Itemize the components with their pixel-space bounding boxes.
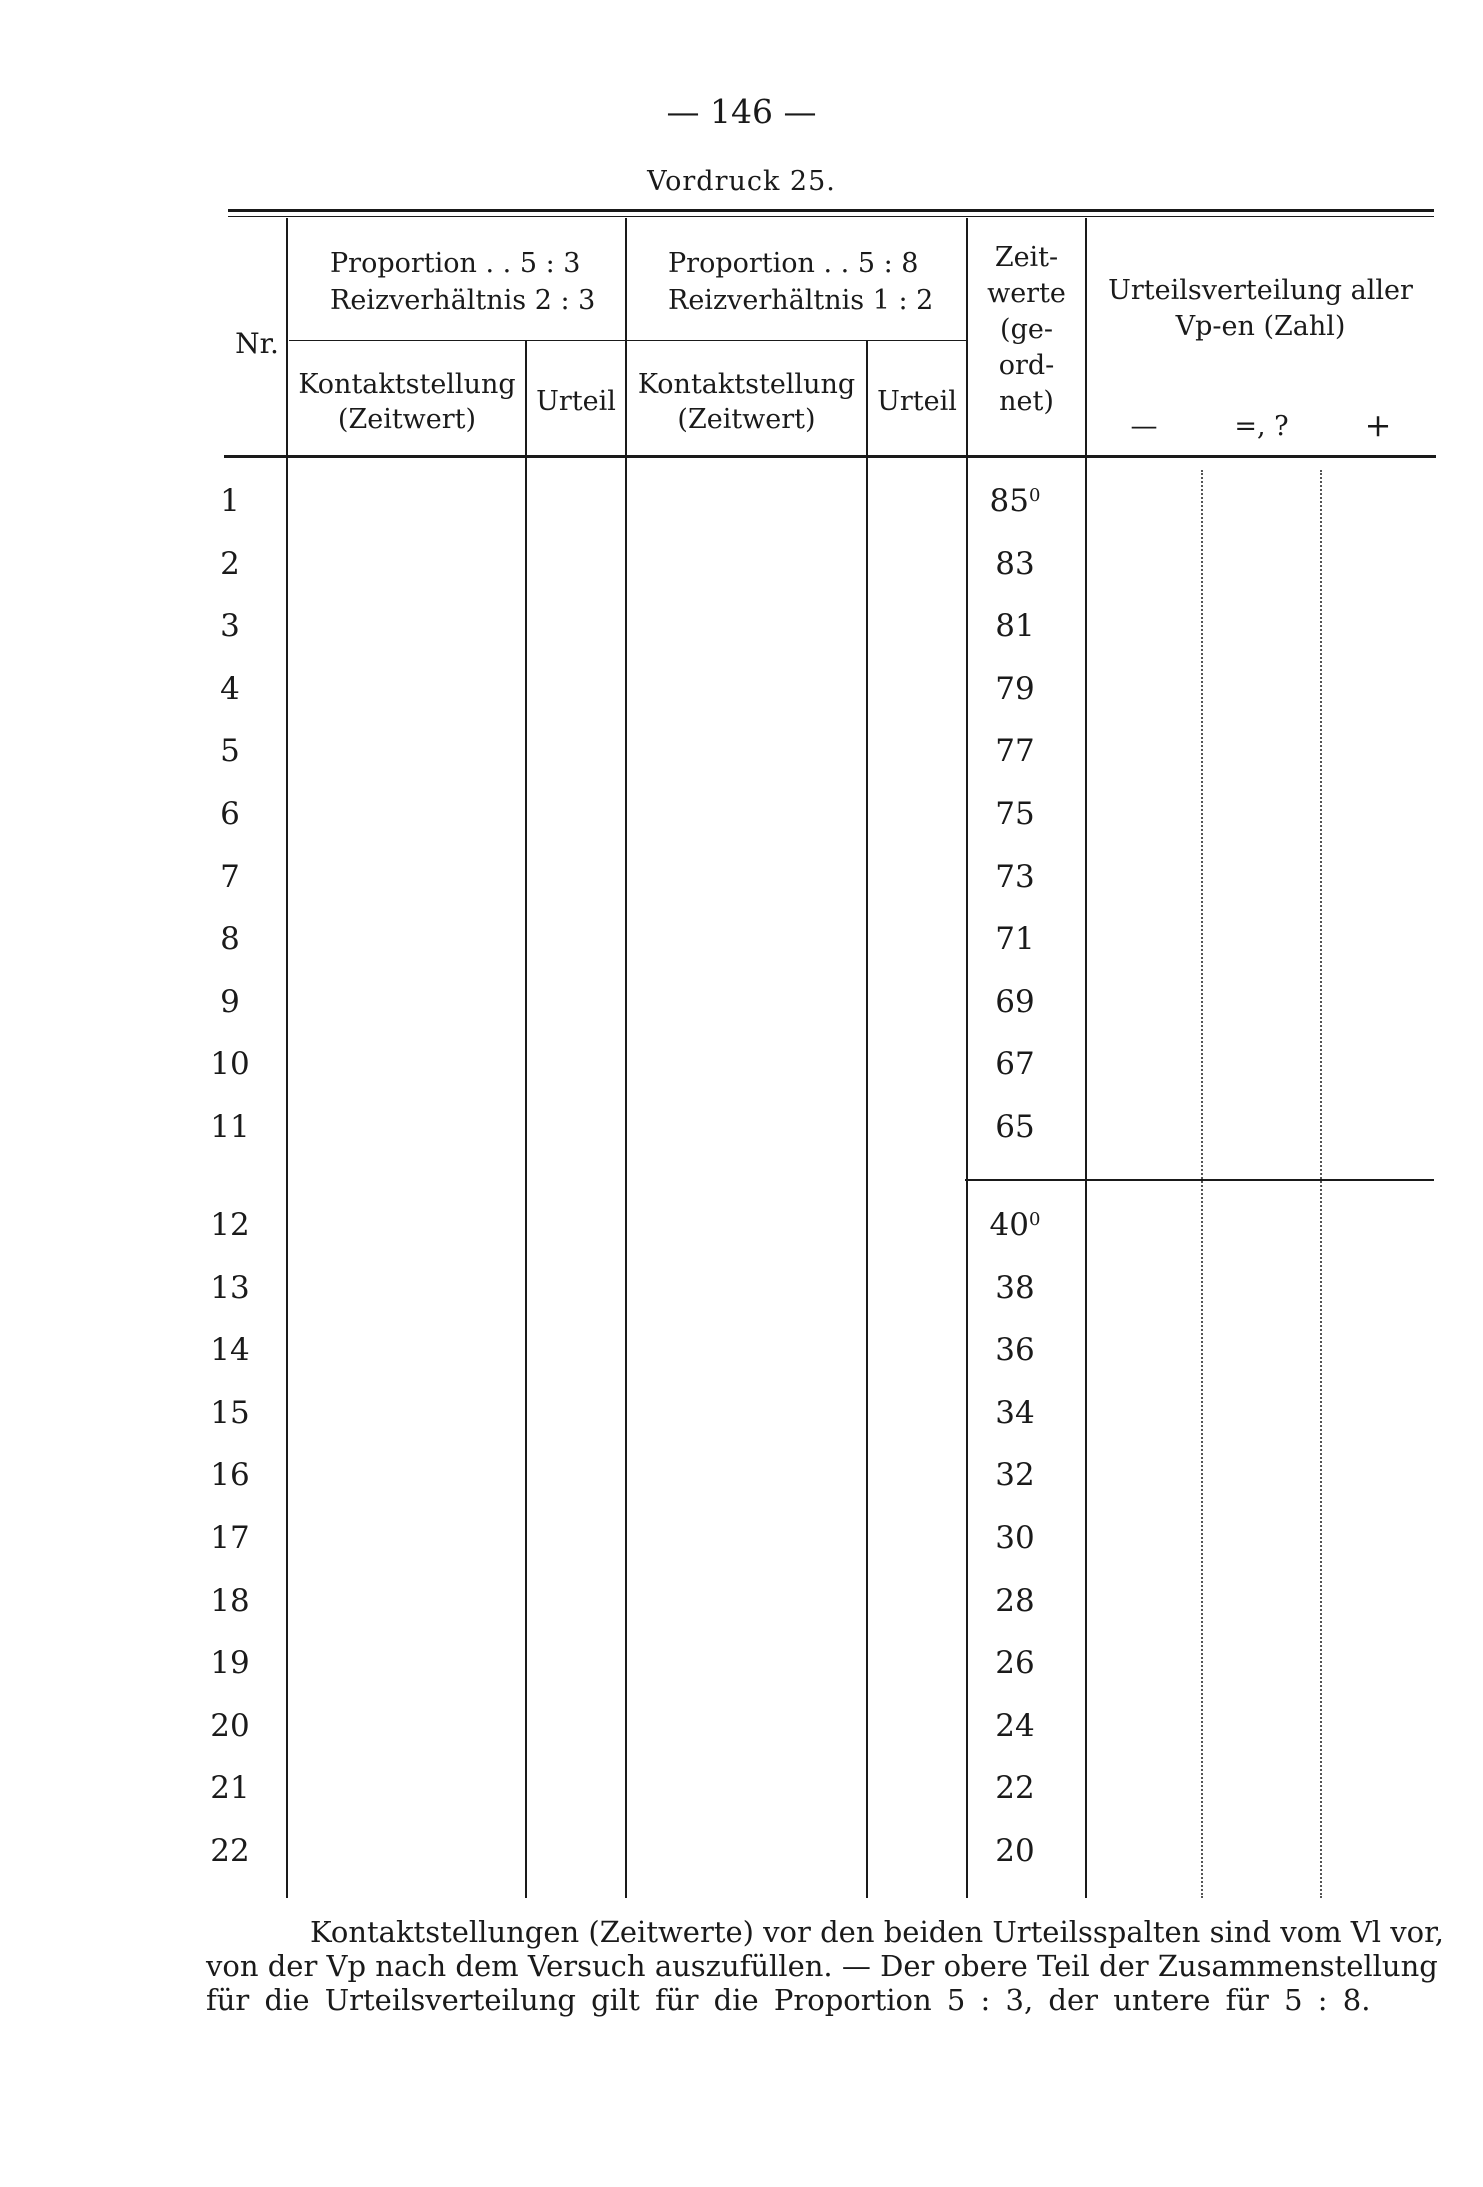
row-number: 15	[210, 1395, 250, 1431]
row-number: 17	[210, 1520, 250, 1556]
zeitwert-value: 36	[995, 1332, 1035, 1368]
kontakt-header-1	[289, 368, 525, 437]
row-number: 9	[220, 984, 240, 1020]
page-number: — 146 —	[666, 92, 817, 131]
col-rule-nr	[286, 218, 288, 1898]
top-rule-thin	[228, 216, 1434, 217]
zeitwert-value: 30	[995, 1520, 1035, 1556]
form-title: Vordruck 25.	[647, 166, 836, 197]
row-number: 20	[210, 1708, 250, 1744]
row-number: 18	[210, 1583, 250, 1619]
footnote-line-1: Kontaktstellungen (Zeitwerte) vor den beiden Urteilsspalten sind vom Vl vor,	[310, 1915, 1444, 1949]
row-number: 8	[220, 921, 240, 957]
header-nr: Nr.	[235, 327, 279, 360]
zeitwert-value: 73	[995, 859, 1035, 895]
degree-sup: 0	[1029, 1209, 1041, 1230]
row-number: 7	[220, 859, 240, 895]
row-number: 2	[220, 546, 240, 582]
group2-proportion: Proportion . . 5 : 8	[668, 248, 919, 279]
row-number: 3	[220, 608, 240, 644]
zeitwert-value: 28	[995, 1583, 1035, 1619]
zeitwert-value: $40^0$	[989, 1207, 1041, 1243]
zeitwert-value: 26	[995, 1645, 1035, 1681]
zeitwert-value: 77	[995, 733, 1035, 769]
zeitwerte-line: (ge-	[1000, 314, 1053, 345]
zeitwert-value: 81	[995, 608, 1035, 644]
row-number: 22	[210, 1833, 250, 1869]
sub-header-equal: =, ?	[1234, 411, 1289, 442]
kontakt-label: Kontaktstellung	[298, 369, 516, 400]
header-rule	[224, 455, 1436, 458]
row-number: 14	[210, 1332, 250, 1368]
kontakt-label: Kontaktstellung	[637, 369, 856, 400]
zeitwert-value: 69	[995, 984, 1035, 1020]
row-number: 11	[210, 1109, 250, 1145]
row-number: 19	[210, 1645, 250, 1681]
zeitwerte-header	[968, 240, 1085, 420]
zeitwert-value: 79	[995, 671, 1035, 707]
zeitwert-value: 83	[995, 546, 1035, 582]
zeitwert-value: 75	[995, 796, 1035, 832]
zeitwert-value: 22	[995, 1770, 1035, 1806]
col-rule-urteil1	[525, 341, 527, 1898]
row-number: 5	[220, 733, 240, 769]
verteilung-line: Vp-en (Zahl)	[1175, 311, 1346, 342]
verteilung-header	[1087, 273, 1434, 345]
zeitwert-value: 65	[995, 1109, 1035, 1145]
row-number: 6	[220, 796, 240, 832]
zeitwert-value: 38	[995, 1270, 1035, 1306]
verteilung-line: Urteilsverteilung aller	[1108, 275, 1413, 306]
row-number: 12	[210, 1207, 250, 1243]
zeitwerte-line: net)	[999, 386, 1054, 417]
urteil-header-2: Urteil	[877, 386, 957, 417]
zeitwert-value: 32	[995, 1457, 1035, 1493]
footnote-line-3: für die Urteilsverteilung gilt für die Proportion 5 : 3, der untere für 5 : 8.	[206, 1983, 1371, 2017]
col-rule-urteil2	[866, 341, 868, 1898]
col-rule-group2	[625, 218, 627, 1898]
row-number: 13	[210, 1270, 250, 1306]
group1-proportion: Proportion . . 5 : 3	[330, 248, 581, 279]
row-number: 10	[210, 1046, 250, 1082]
kontakt-sub: (Zeitwert)	[677, 403, 816, 435]
zeitwert-value: 34	[995, 1395, 1035, 1431]
kontakt-sub: (Zeitwert)	[337, 403, 477, 435]
zeitwert-value: 71	[995, 921, 1035, 957]
row-number: 21	[210, 1770, 250, 1806]
group1-reiz: Reizverhältnis 2 : 3	[330, 285, 596, 316]
zeitwert-value: 20	[995, 1833, 1035, 1869]
col-rule-verteilung	[1085, 218, 1087, 1898]
kontakt-header-2	[627, 368, 866, 437]
col-rule-zeit	[966, 218, 968, 1898]
row-number: 16	[210, 1457, 250, 1493]
zeitwert-value: $85^0$	[989, 483, 1041, 519]
zeitwert-value: 67	[995, 1046, 1035, 1082]
row-number: 1	[220, 483, 240, 519]
dotted-rule-2	[1320, 470, 1322, 1898]
zeitwert-value: 24	[995, 1708, 1035, 1744]
top-rule	[228, 209, 1434, 212]
zeitwerte-line: Zeit-	[994, 242, 1059, 273]
footnote-line-2: von der Vp nach dem Versuch auszufüllen. — Der obere Teil der Zusammenstellung	[206, 1949, 1438, 1983]
zeitwerte-line: werte	[987, 278, 1066, 309]
urteil-header-1: Urteil	[536, 386, 616, 417]
group2-reiz: Reizverhältnis 1 : 2	[668, 285, 934, 316]
degree-sup: 0	[1029, 485, 1041, 506]
section-rule	[965, 1179, 1434, 1181]
sub-header-minus: —	[1130, 411, 1158, 442]
dotted-rule-1	[1201, 470, 1203, 1898]
zeitwerte-line: ord-	[998, 350, 1055, 381]
sub-header-plus: +	[1364, 406, 1392, 444]
row-number: 4	[220, 671, 240, 707]
